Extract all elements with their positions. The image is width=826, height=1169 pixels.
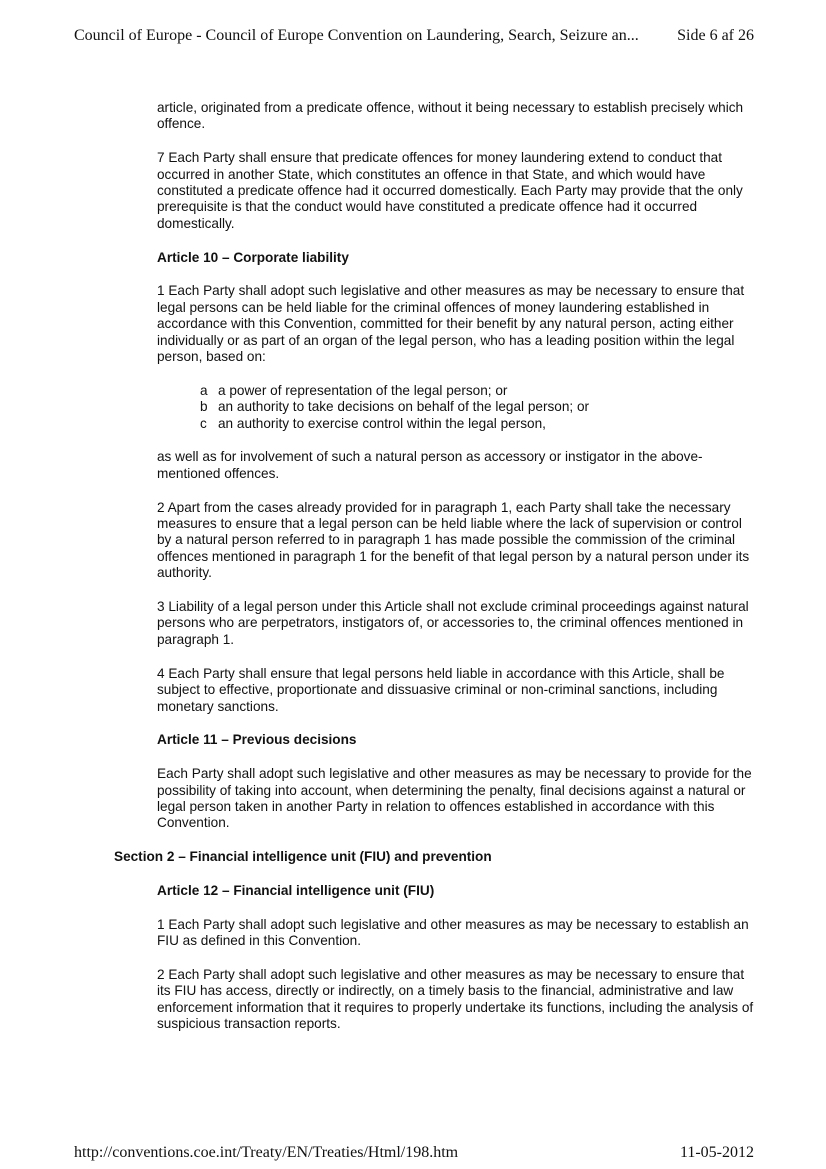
footer-url: http://conventions.coe.int/Treaty/EN/Treaties/Html/198.htm	[74, 1144, 459, 1161]
section-2-title: Section 2 – Financial intelligence unit (FIU) and prevention	[114, 849, 492, 865]
list-text: an authority to take decisions on behalf of the legal person; or	[218, 399, 590, 415]
list-item	[200, 399, 757, 415]
list-text: an authority to exercise control within the legal person,	[218, 415, 546, 431]
footer-date: 11-05-2012	[679, 1144, 754, 1161]
article-10-paragraph-2: 2 Apart from the cases already provided for in paragraph 1, each Party shall take the necessary measures to ensure that a legal person can be held liable where the lack of supervision or control by a natural person referred to in paragraph 1 has made possible the commission of the criminal offences mentioned in paragraph 1 for the benefit of that legal person by a natural person under its authority.	[157, 499, 750, 581]
article-10-paragraph-3: 3 Liability of a legal person under this Article shall not exclude criminal proceedings against natural persons who are perpetrators, instigators of, or accessories to, the criminal offences mentioned in paragraph 1.	[157, 599, 749, 647]
list-letter: b	[200, 399, 208, 415]
header-page-number: Side 6 af 26	[677, 27, 754, 44]
document-body	[114, 100, 757, 1050]
header-title: Council of Europe - Council of Europe Convention on Laundering, Search, Seizure an...	[74, 27, 639, 44]
article-12-paragraph-2: 2 Each Party shall adopt such legislative and other measures as may be necessary to ensure that its FIU has access, directly or indirectly, on a timely basis to the financial, administrative and law enforcement information that it requires to properly undertake its functions, including the analysis of suspicious transaction reports.	[157, 966, 754, 1032]
list-text: a power of representation of the legal person; or	[218, 382, 508, 398]
page-header	[74, 26, 754, 46]
article-10-paragraph-4: 4 Each Party shall ensure that legal persons held liable in accordance with this Article, shall be subject to effective, proportionate and dissuasive criminal or non-criminal sanctions, including monetary sanctions.	[157, 665, 725, 714]
paragraph-9-7: 7 Each Party shall ensure that predicate offences for money laundering extend to conduct that occurred in another State, which constitutes an offence in that State, and which would have constituted a predicate offence had it occurred domestically. Each Party may provide that the only prerequisite is that the conduct would have constituted a predicate offence had it occurred domestically.	[157, 150, 743, 231]
article-10-paragraph-1: 1 Each Party shall adopt such legislative and other measures as may be necessary to ensure that legal persons can be held liable for the criminal offences of money laundering established in accordance with this Convention, committed for their benefit by any natural person, acting either individually or as part of an organ of the legal person, who has a leading position within the legal person, based on:	[157, 283, 745, 365]
list-item	[200, 383, 757, 399]
list-letter: c	[200, 415, 207, 431]
article-10-paragraph-1-continuation: as well as for involvement of such a natural person as accessory or instigator in the above-mentioned offences.	[157, 449, 703, 481]
article-11-paragraph: Each Party shall adopt such legislative and other measures as may be necessary to provide for the possibility of taking into account, when determining the penalty, final decisions against a natural or legal person taken in another Party in relation to offences established in accordance with this Convention.	[157, 766, 752, 831]
list-letter: a	[200, 382, 208, 398]
page-footer	[74, 1143, 754, 1163]
article-10-title: Article 10 – Corporate liability	[157, 249, 349, 265]
article-12-paragraph-1: 1 Each Party shall adopt such legislative and other measures as may be necessary to establish an FIU as defined in this Convention.	[157, 916, 749, 949]
article-10-list	[157, 383, 757, 432]
article-11-title: Article 11 – Previous decisions	[157, 732, 357, 748]
list-item	[200, 416, 757, 432]
article-12-title: Article 12 – Financial intelligence unit (FIU)	[157, 882, 435, 898]
paragraph-continuation: article, originated from a predicate offence, without it being necessary to establish precisely which offence.	[157, 100, 744, 132]
